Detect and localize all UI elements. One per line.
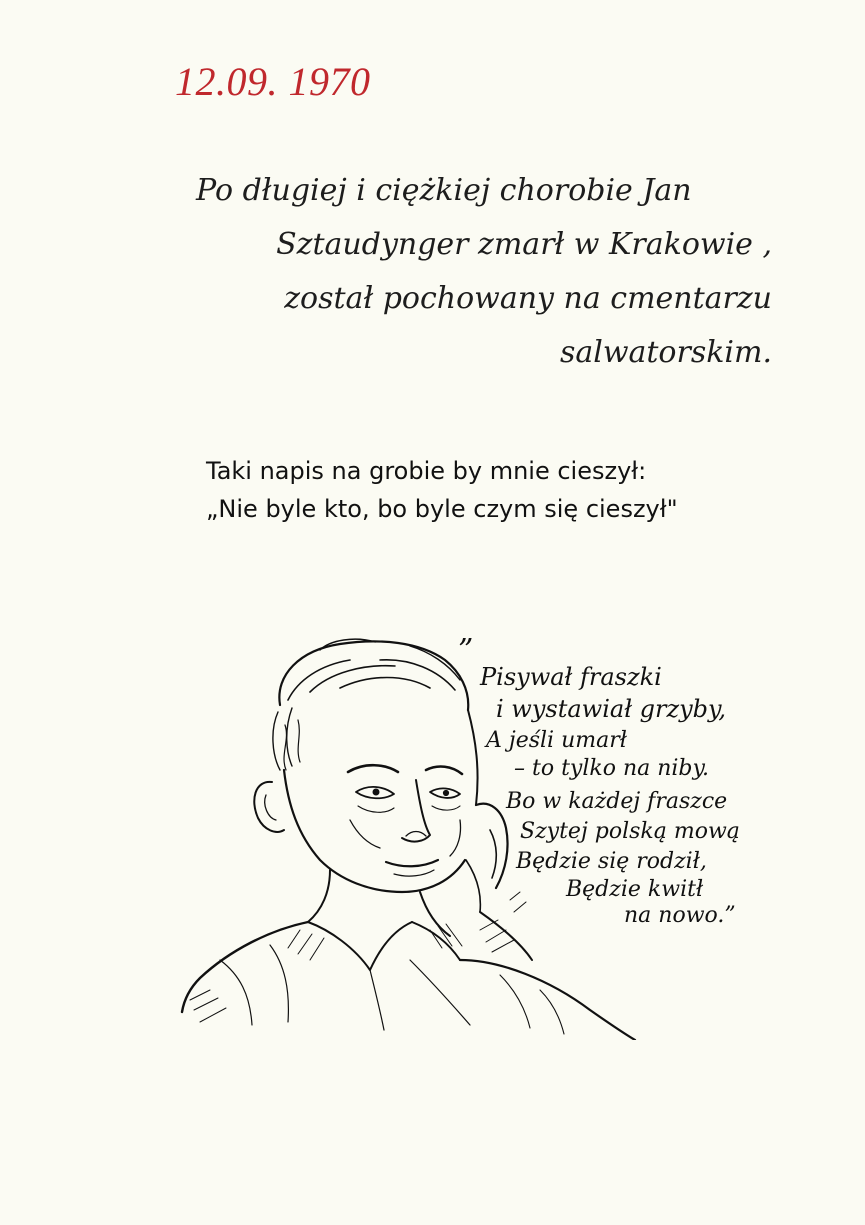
date-heading: 12.09. 1970 bbox=[175, 59, 371, 104]
verse-line: Będzie kwitł bbox=[566, 877, 704, 902]
verse-line: – to tylko na niby. bbox=[514, 756, 710, 781]
verse bbox=[458, 633, 740, 928]
obituary-line: został pochowany na cmentarzu bbox=[284, 281, 772, 316]
verse-line: na nowo.” bbox=[624, 903, 736, 928]
verse-line: Szytej polską mową bbox=[520, 819, 740, 844]
epitaph-line: Taki napis na grobie by mnie cieszył: bbox=[206, 457, 647, 485]
obituary-line: Sztaudynger zmarł w Krakowie , bbox=[276, 227, 772, 262]
epitaph-line: „Nie byle kto, bo byle czym się cieszył" bbox=[206, 495, 678, 523]
obituary-text bbox=[180, 164, 772, 380]
obituary-line: Po długiej i ciężkiej chorobie Jan bbox=[196, 173, 692, 208]
verse-line: i wystawiał grzyby, bbox=[496, 695, 727, 723]
epitaph-quote bbox=[206, 452, 678, 528]
verse-line: A jeśli umarł bbox=[486, 728, 627, 753]
obituary-line: salwatorskim. bbox=[559, 335, 772, 370]
portrait-sketch bbox=[180, 630, 830, 1040]
verse-open-quote: ” bbox=[458, 633, 474, 668]
verse-line: Pisywał fraszki bbox=[480, 663, 662, 691]
verse-line: Bo w każdej fraszce bbox=[506, 789, 728, 814]
verse-line: Będzie się rodził, bbox=[516, 849, 707, 874]
portrait-sketch-svg bbox=[180, 630, 830, 1040]
